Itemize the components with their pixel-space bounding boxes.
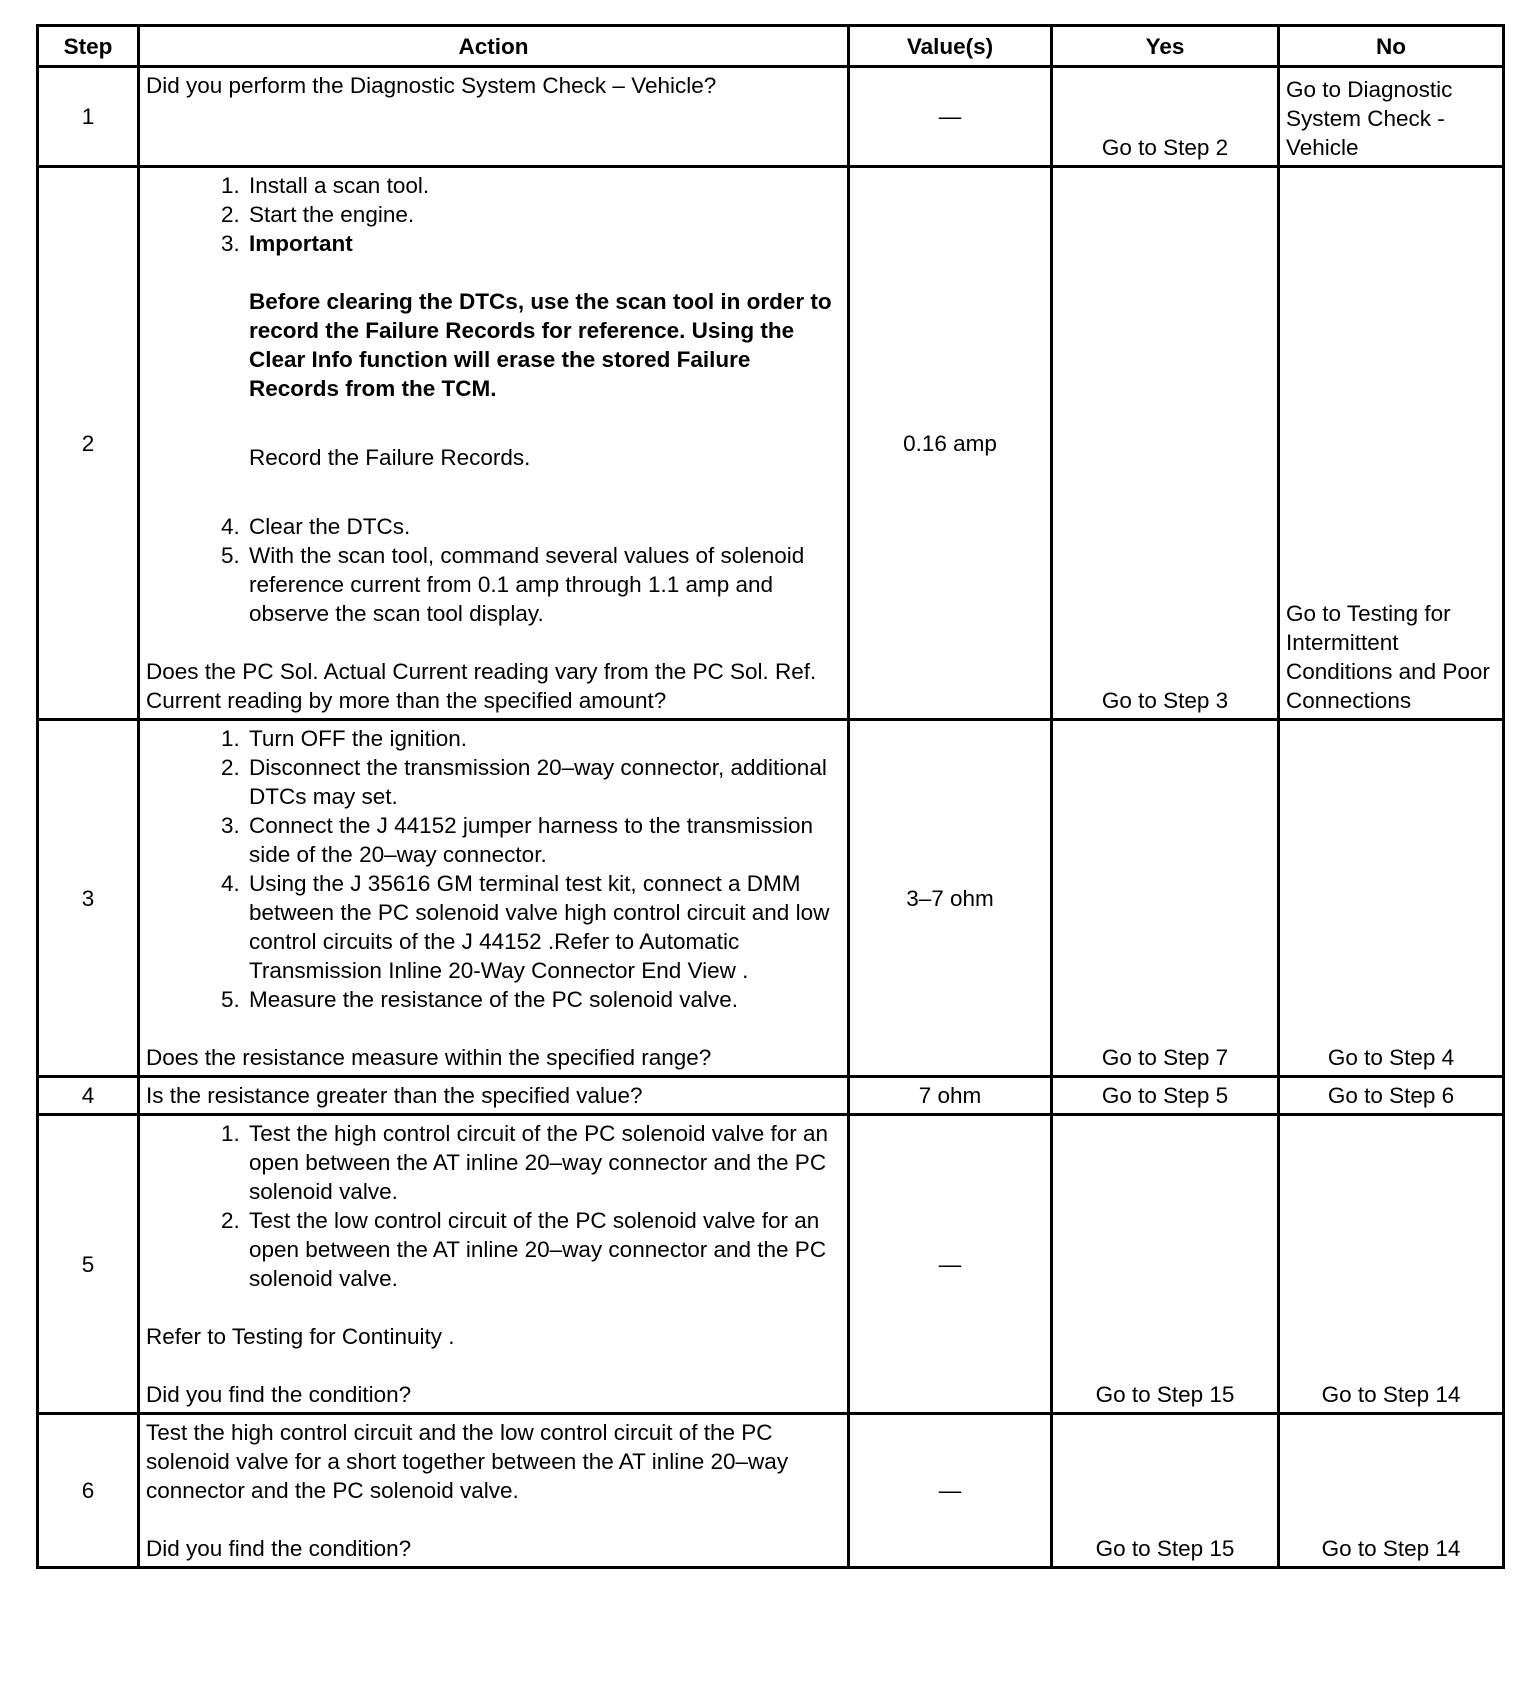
action-question: Does the resistance measure within the specified range? (146, 1045, 712, 1070)
list-item: 1. Turn OFF the ignition. (246, 724, 841, 753)
list-item: 5. With the scan tool, command several values of solenoid reference current from 0.1 amp through 1.1 amp and observe the scan tool display. (246, 541, 841, 628)
header-row (38, 26, 1504, 67)
step-number: 4 (38, 1077, 139, 1115)
list-item: 4. Clear the DTCs. (246, 512, 841, 541)
action-question: Did you find the condition? (146, 1382, 412, 1407)
list-item: 2. Start the engine. (246, 200, 841, 229)
value-cell: — (849, 1115, 1052, 1414)
action-question: Did you find the condition? (146, 1536, 412, 1561)
important-action: Record the Failure Records. (249, 445, 531, 470)
value-cell: 3–7 ohm (849, 720, 1052, 1077)
list-item: 1. Install a scan tool. (246, 171, 841, 200)
action-cell: Is the resistance greater than the specified value? (139, 1077, 849, 1115)
spacer (249, 472, 841, 512)
list-item: 2. Test the low control circuit of the PC solenoid valve for an open between the AT inline 20–way connector and the PC solenoid valve. (246, 1206, 841, 1293)
action-question: Does the PC Sol. Actual Current reading vary from the PC Sol. Ref. Current reading by more than the specified amount? (146, 659, 817, 713)
action-list (146, 171, 841, 628)
yes-cell: Go to Step 15 (1052, 1414, 1279, 1568)
action-list (146, 724, 841, 1014)
important-note: Before clearing the DTCs, use the scan tool in order to record the Failure Records for reference. Using the Clear Info function will erase the stored Failure Records from the TCM. (249, 289, 832, 401)
action-cell (139, 1414, 849, 1568)
header-yes: Yes (1052, 26, 1279, 67)
list-item: 4. Using the J 35616 GM terminal test kit, connect a DMM between the PC solenoid valve high control circuit and low control circuits of the J 44152 .Refer to Automatic Transmission Inline 20-Way Connector End View . (246, 869, 841, 985)
action-refer: Refer to Testing for Continuity . (146, 1324, 455, 1349)
no-cell: Go to Diagnostic System Check - Vehicle (1279, 67, 1504, 167)
spacer (146, 1505, 841, 1534)
action-cell: Did you perform the Diagnostic System Check – Vehicle? (139, 67, 849, 167)
yes-cell: Go to Step 2 (1052, 67, 1279, 167)
header-action: Action (139, 26, 849, 67)
table-row (38, 1414, 1504, 1568)
value-cell: — (849, 67, 1052, 167)
yes-cell: Go to Step 7 (1052, 720, 1279, 1077)
spacer (146, 1014, 841, 1043)
action-cell (139, 1115, 849, 1414)
spacer (146, 628, 841, 657)
important-label: Important (249, 231, 353, 256)
yes-cell: Go to Step 3 (1052, 167, 1279, 720)
spacer (146, 1351, 841, 1380)
list-item: 2. Disconnect the transmission 20–way connector, additional DTCs may set. (246, 753, 841, 811)
value-cell: 0.16 amp (849, 167, 1052, 720)
spacer (249, 403, 841, 443)
table-row (38, 1077, 1504, 1115)
list-item (246, 229, 841, 512)
yes-cell: Go to Step 15 (1052, 1115, 1279, 1414)
list-item: 3. Connect the J 44152 jumper harness to the transmission side of the 20–way connector. (246, 811, 841, 869)
action-cell (139, 720, 849, 1077)
header-no: No (1279, 26, 1504, 67)
step-number: 2 (38, 167, 139, 720)
no-cell: Go to Testing for Intermittent Conditions and Poor Connections (1279, 167, 1504, 720)
list-item: 1. Test the high control circuit of the PC solenoid valve for an open between the AT inline 20–way connector and the PC solenoid valve. (246, 1119, 841, 1206)
diagnostic-table (36, 24, 1505, 1569)
table-row (38, 1115, 1504, 1414)
action-list (146, 1119, 841, 1293)
yes-cell: Go to Step 5 (1052, 1077, 1279, 1115)
no-cell: Go to Step 14 (1279, 1414, 1504, 1568)
no-cell: Go to Step 4 (1279, 720, 1504, 1077)
header-values: Value(s) (849, 26, 1052, 67)
value-cell: — (849, 1414, 1052, 1568)
table-row (38, 67, 1504, 167)
step-number: 1 (38, 67, 139, 167)
value-cell: 7 ohm (849, 1077, 1052, 1115)
step-number: 5 (38, 1115, 139, 1414)
action-cell (139, 167, 849, 720)
header-step: Step (38, 26, 139, 67)
table-row (38, 167, 1504, 720)
no-cell: Go to Step 6 (1279, 1077, 1504, 1115)
spacer (249, 258, 841, 287)
list-item: 5. Measure the resistance of the PC solenoid valve. (246, 985, 841, 1014)
action-text: Test the high control circuit and the low control circuit of the PC solenoid valve for a short together between the AT inline 20–way connector and the PC solenoid valve. (146, 1420, 789, 1503)
no-cell: Go to Step 14 (1279, 1115, 1504, 1414)
step-number: 6 (38, 1414, 139, 1568)
table-row (38, 720, 1504, 1077)
step-number: 3 (38, 720, 139, 1077)
spacer (146, 1293, 841, 1322)
